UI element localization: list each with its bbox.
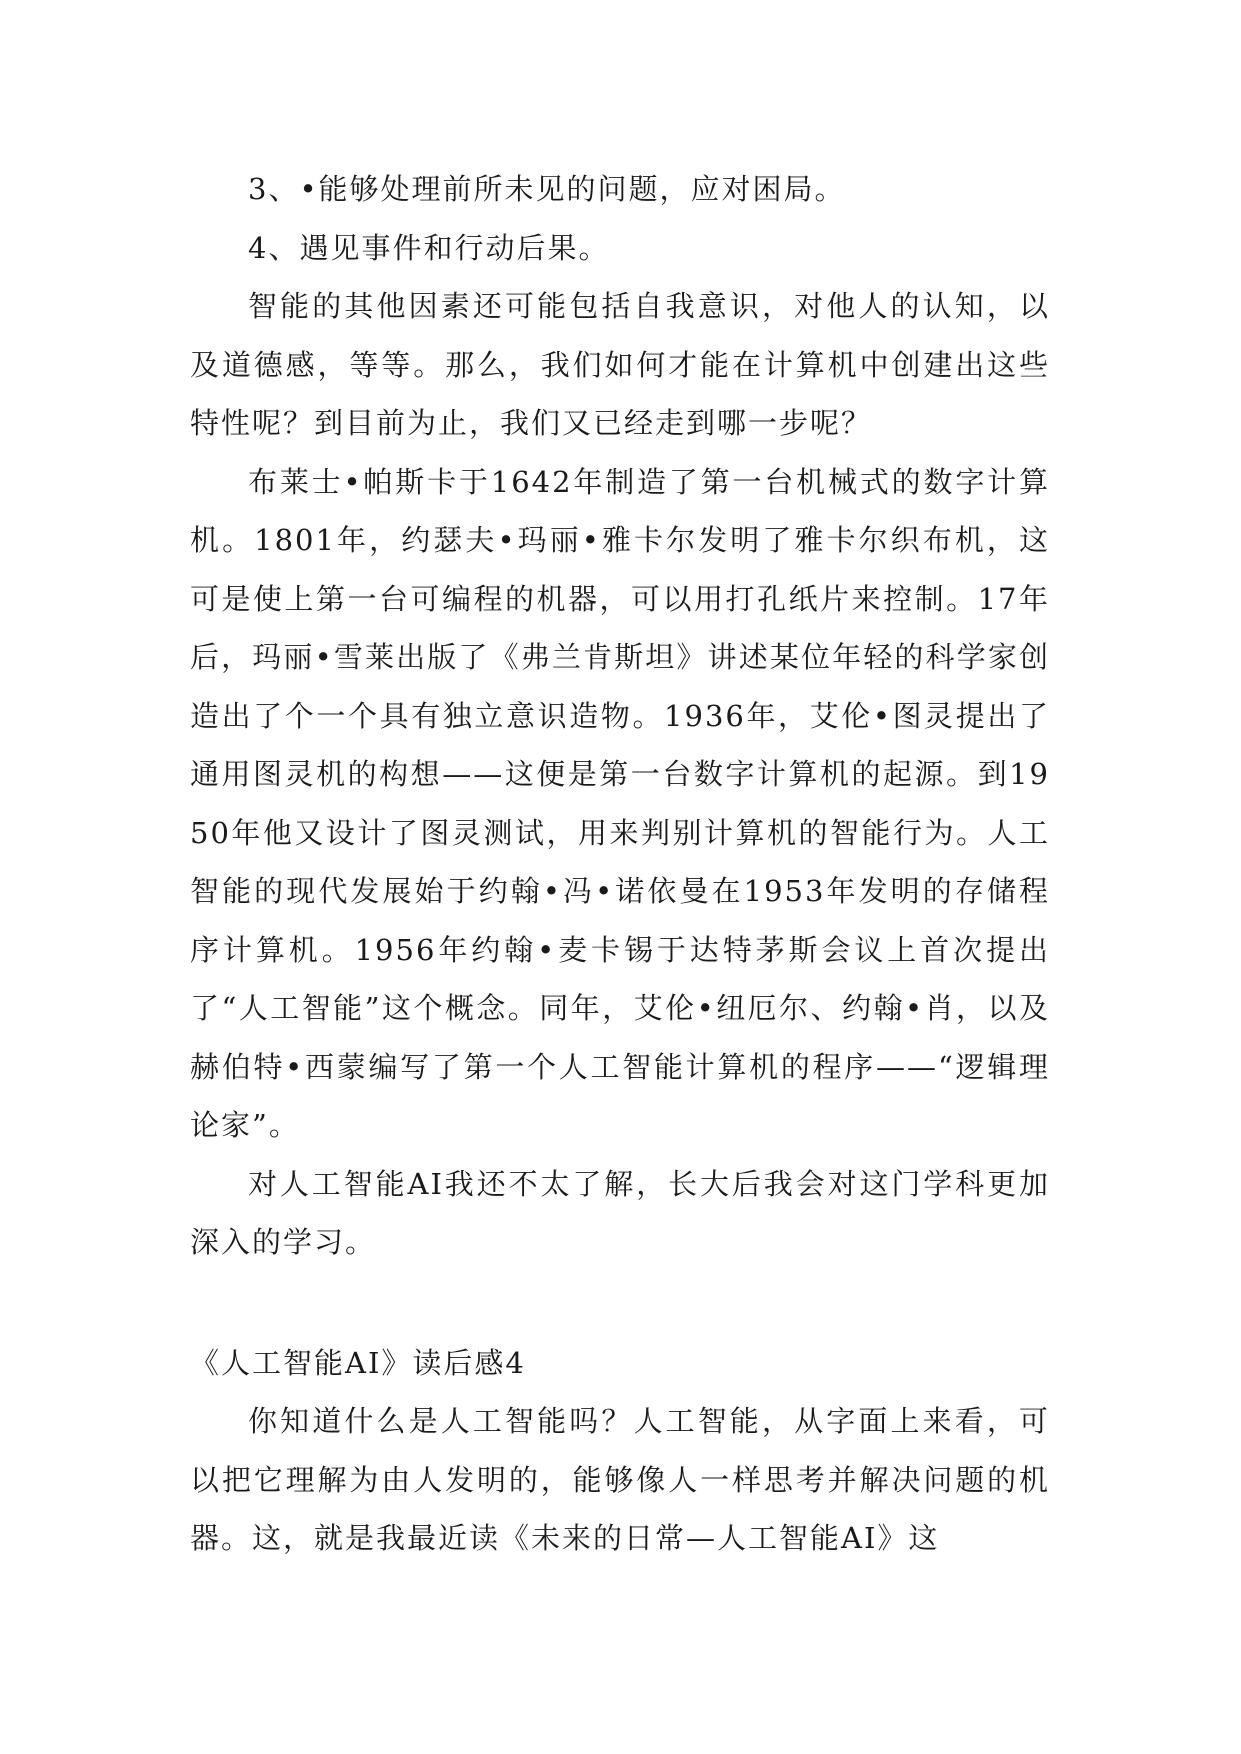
paragraph-history: 布莱士•帕斯卡于1642年制造了第一台机械式的数字计算机。1801年，约瑟夫•玛丽•雅卡尔发明了雅卡尔织布机，这可是使上第一台可编程的机器，可以用打孔纸片来控制。17年后，玛丽•雪莱出版了《弗兰肯斯坦》讲述某位年轻的科学家创造出了个一个具有独立意识造物。1936年，艾伦•图灵提出了通用图灵机的构想——这便是第一台数字计算机的起源。到1950年他又设计了图灵测试，用来判别计算机的智能行为。人工智能的现代发展始于约翰•冯•诺依曼在1953年发明的存储程序计算机。1956年约翰•麦卡锡于达特茅斯会议上首次提出了“人工智能”这个概念。同年，艾伦•纽厄尔、约翰•肖，以及赫伯特•西蒙编写了第一个人工智能计算机的程序——“逻辑理论家”。 (190, 464, 1050, 1142)
paragraph-conclusion: 对人工智能AI我还不太了解，长大后我会对这门学科更加深入的学习。 (190, 1166, 1050, 1259)
document-body (190, 160, 1050, 1568)
list-item-4: 4、遇见事件和行动后果。 (248, 230, 610, 265)
section-heading: 《人工智能AI》读后感4 (190, 1345, 526, 1380)
list-item-3: 3、•能够处理前所未见的问题，应对困局。 (248, 172, 846, 206)
paragraph-intelligence-factors: 智能的其他因素还可能包括自我意识，对他人的认知，以及道德感，等等。那么，我们如何才能在计算机中创建出这些特性呢？到目前为止，我们又已经走到哪一步呢？ (190, 289, 1050, 440)
paragraph-section-intro: 你知道什么是人工智能吗？人工智能，从字面上来看，可以把它理解为由人发明的，能够像人一样思考并解决问题的机器。这，就是我最近读《未来的日常—人工智能AI》这 (190, 1404, 1050, 1555)
